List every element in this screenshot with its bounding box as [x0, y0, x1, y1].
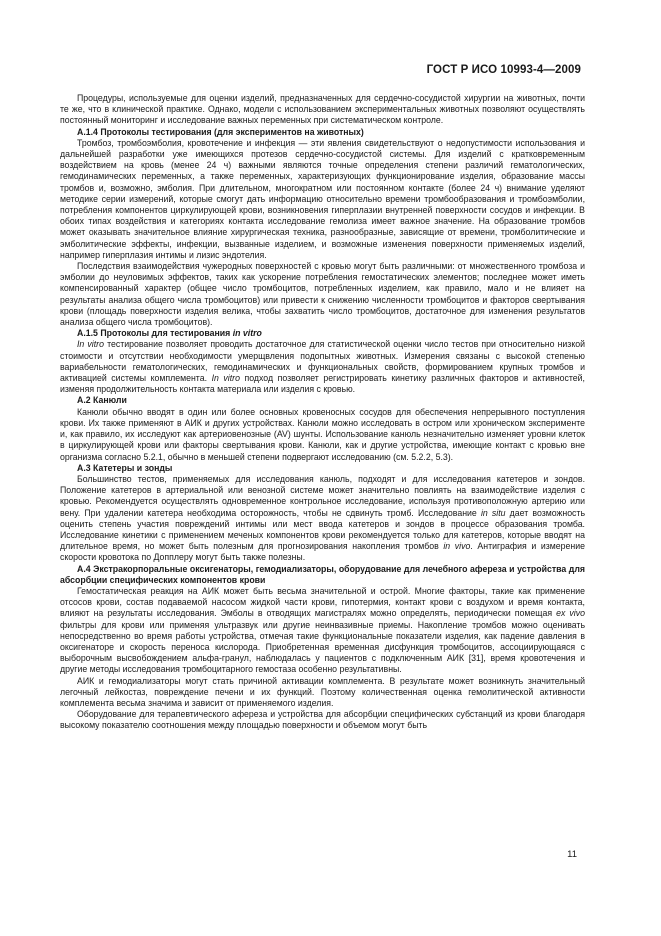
- paragraph: АИК и гемодиализаторы могут стать причиной активации комплемента. В результате может возникнуть значительный легочный лейкостаз, повреждение печени и их функций. Поэтому количественная оценка гемолитической активности комплемента весьма значима и зависит от применяемого изделия.: [60, 675, 585, 708]
- paragraph: Гемостатическая реакция на АИК может быть весьма значительной и острой. Многие факторы, такие как применение отсосов крови, состав подаваемой насосом жидкой части крови, гипотермия, контакт крови с воздухом и время контакта, влияют на результаты исследования. Эмболы в отводящих магистралях можно определять, периодически помещая ex vivo фильтры для крови или применяя ультразвук или другие неинвазивные приемы. Накопление тромбов можно оценивать непосредственно во время работы устройства, отмечая такие функциональные показатели изделия, как падение давления в оксигенаторе и скорость переноса кислорода. Приобретенная временная дисфункция тромбоцитов, ассоциирующаяся с выборочным высвобождением альфа-гранул, наблюдалась у пациентов с подключенным АИК [31], время кровотечения и другие методы исследования тромбоцитарного гемостаза особенно результативны.: [60, 585, 585, 675]
- paragraph: Большинство тестов, применяемых для исследования канюль, подходят и для исследования катетеров и зондов. Положение катетеров в артериальной или венозной системе может значительно повлиять на взаимодействие изделия с кровью. Рекомендуется осуществлять одновременное контрольное исследование, используя противоположную артерию или вену. При удалении катетера необходима осторожность, чтобы не сдвинуть тромб. Исследование in situ дает возможность оценить степень участия повреждений интимы или мест ввода катетеров и зондов в процессе образования тромба. Исследование кинетики с применением меченых компонентов крови рекомендуется только для катетеров, которые вводят на длительное время, но может быть полезным для прогнозирования накопления тромбов in vivo. Антиграфия и измерение скорости кровотока по Допплеру могут быть также полезны.: [60, 473, 585, 563]
- paragraph: Канюли обычно вводят в один или более основных кровеносных сосудов для обеспечения непрерывного поступления крови. Их также применяют в АИК и других устройствах. Канюли можно исследовать в остром или хроническом эксперименте и, как правило, их исследуют как артериовенозные (AV) шунты. Использование канюль незначительно изменяет уровни клеток в циркулирующей крови или факторы свертывания крови. Канюли, как и другие устройства, имеющие контакт с кровью вне организма согласно 5.2.1, обычно в меньшей степени подвергают исследованию (см. 5.2.2, 5.3).: [60, 406, 585, 462]
- paragraph: Последствия взаимодействия чужеродных поверхностей с кровью могут быть различными: от множественного тромбоза и эмболии до неуловимых эффектов, таких как ускорение потребления гемостатических элементов; последнее может иметь компенсированный характер (общее число тромбоцитов, потребленных изделием, как правило, мало и не влияет на результаты анализа общего числа тромбоцитов) или привести к снижению численности тромбоцитов и факторов свертывания крови (площадь поверхности изделия велика, чтобы захватить число тромбоцитов, достаточное для изменения результатов анализа общего числа тромбоцитов).: [60, 261, 585, 328]
- paragraph: In vitro тестирование позволяет проводить достаточное для статистической оценки число тестов при относительно низкой стоимости и отсутствии необходимости умерщвления подопытных животных. Измерения связаны с высокой степенью вариабельности гематологических, гемодинамических и функциональных свойств, формированием крупных тромбов и активацией системы комплемента. In vitro подход позволяет регистрировать кинетику различных факторов и активностей, изменяя продолжительность контакта материала или изделия с кровью.: [60, 339, 586, 395]
- paragraph: Оборудование для терапевтического афереза и устройства для абсорбции специфических субстанций из крови благодаря высокому показателю соотношения между площадью поверхности и объемом могут быть: [60, 709, 585, 731]
- section-heading: A.2 Канюли: [77, 395, 127, 406]
- paragraph: Тромбоз, тромбоэмболия, кровотечение и инфекция — эти явления свидетельствуют о недопустимости использования и дальнейшей разработки уже имеющихся протезов сердечно-сосудистой системы. Для изделий с кратковременным воздействием на кровь (менее 24 ч) важными являются точные определения степени различий гематологических, гемодинамических переменных, а также переменных, характеризующих функционирование изделия, образование массы тромбов и, возможно, эмболия. При длительном, многократном или постоянном контакте (более 24 ч) внимание уделяют методике серии измерений, которые смогут дать информацию относительно времени тромбообразования и тромбоэмболии, потребления компонентов циркулирующей крови, возникновения гиперплазии внутренней поверхности сосудов и инфекции. В обоих типах воздействия и категориях контакта исследование гемолиза имеет важное значение. На образование тромбов может оказывать значительное влияние хирургическая техника, разнообразные, зависящие от времени, тромболитические и эмболитические эффекты, инфекции, вызванные изделием, и возможные изменения поверхности применяемых изделий, например гиперплазия интимы и лизис эндотелия.: [60, 137, 585, 260]
- section-heading: A.1.4 Протоколы тестирования (для экспериментов на животных): [77, 126, 364, 137]
- section-heading: A.1.5 Протоколы для тестирования in vitro: [77, 328, 262, 339]
- standard-header: ГОСТ Р ИСО 10993-4—2009: [426, 64, 581, 76]
- document-body: [60, 93, 585, 732]
- paragraph: Процедуры, используемые для оценки изделий, предназначенных для сердечно-сосудистой хирургии на животных, почти те же, что в клинической практике. Однако, модели с использованием экспериментальных животных позволяют осуществлять постоянный мониторинг и исследование важных переменных при систематическом контроле.: [60, 93, 585, 126]
- section-heading: A.4 Экстракорпоральные оксигенаторы, гемодиализаторы, оборудование для лечебного афереза и устройства для абсорбции специфических компонентов крови: [60, 563, 585, 585]
- page-number: 11: [567, 849, 577, 860]
- section-heading: A.3 Катетеры и зонды: [77, 462, 173, 473]
